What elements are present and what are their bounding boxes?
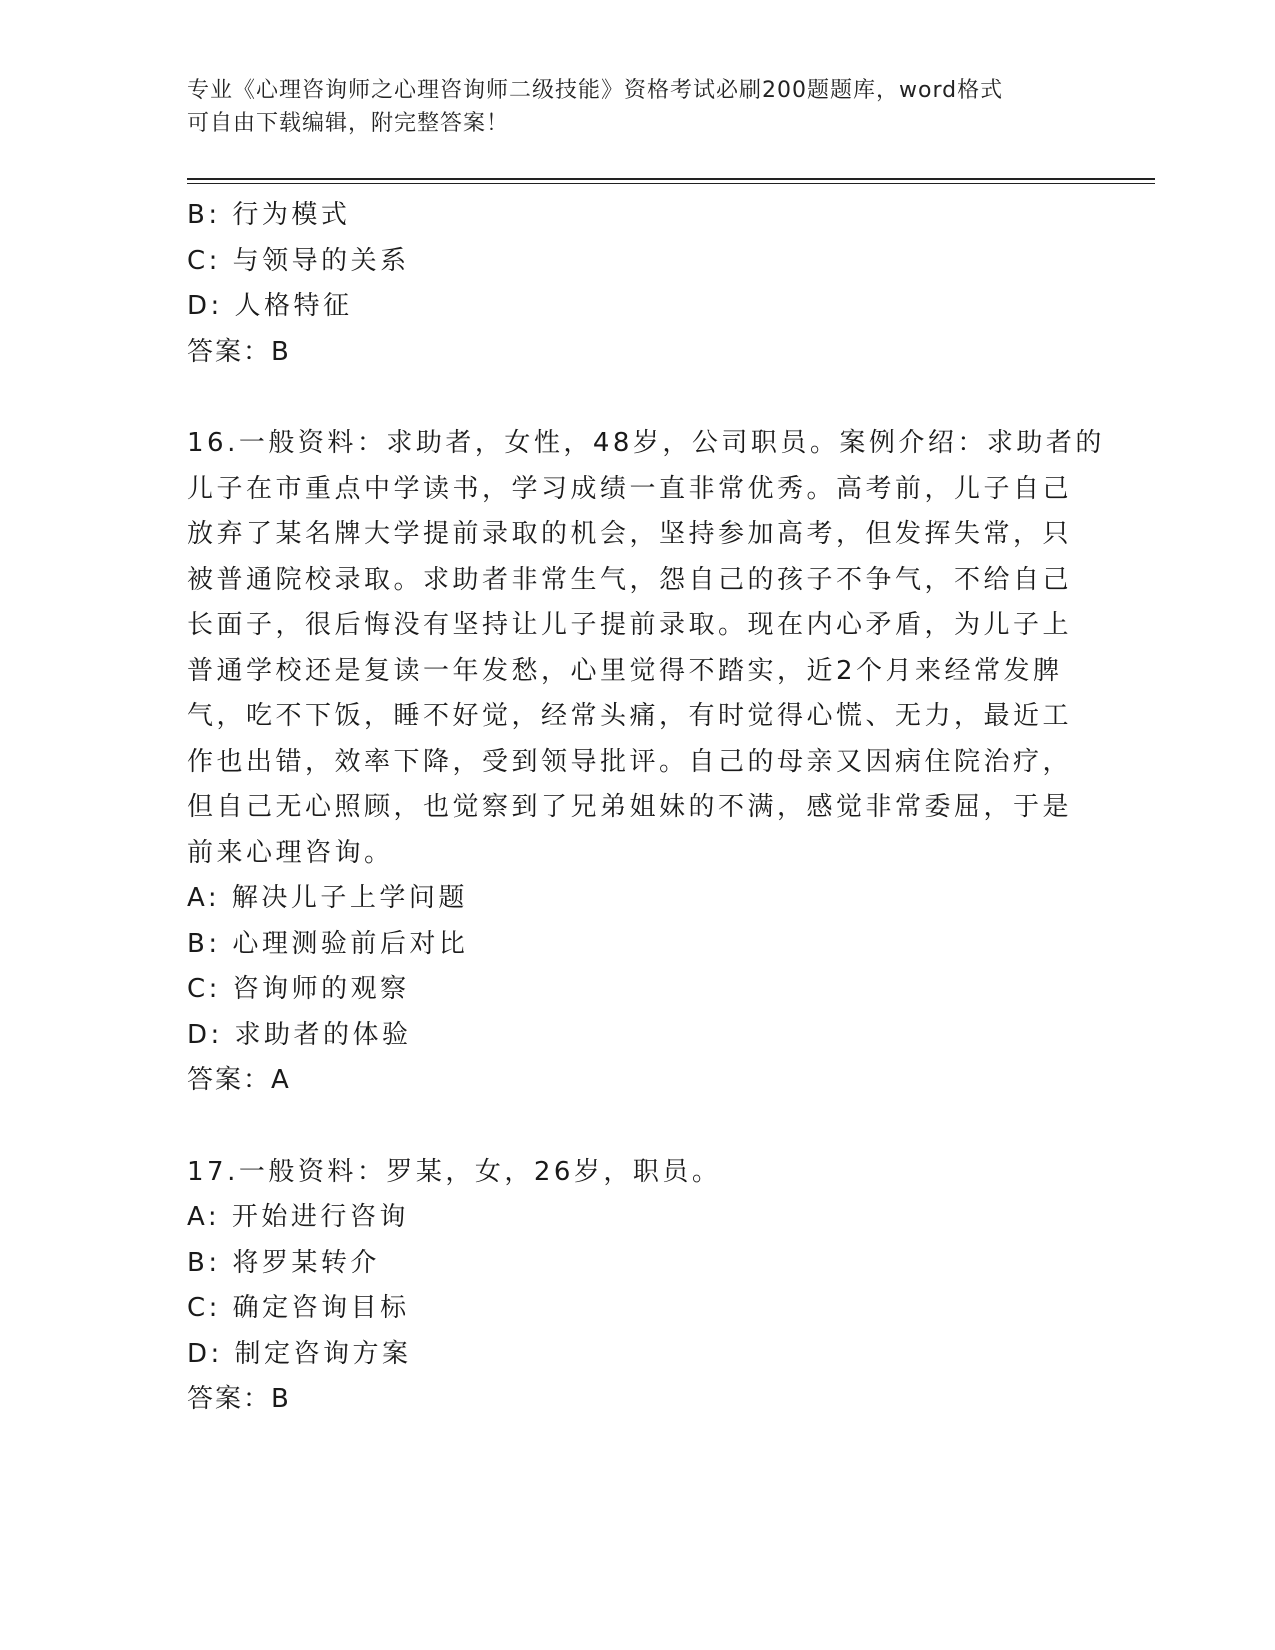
previous-question [187,193,1087,375]
answer: 答案：B [187,336,291,367]
document-body [187,193,1105,1423]
option-b: B: 将罗某转介 [187,1247,380,1278]
option-d: D: 制定咨询方案 [187,1338,412,1369]
header-line-2: 可自由下载编辑，附完整答案！ [187,111,510,136]
question-stem-line: 前来心理咨询。 [187,837,394,868]
answer: 答案：B [187,1384,291,1414]
question-stem-line: 普通学校还是复读一年发愁，心里觉得不踏实，近2个月来经常发脾 [187,655,1063,686]
question-stem-line: 16.一般资料：求助者，女性，48岁，公司职员。案例介绍：求助者的 [187,428,1105,458]
question-stem-line: 长面子，很后悔没有坚持让儿子提前录取。现在内心矛盾，为儿子上 [187,610,1073,640]
header-divider [187,178,1155,180]
question-stem-line: 放弃了某名牌大学提前录取的机会，坚持参加高考，但发挥失常，只 [187,519,1073,549]
option-c: C: 咨询师的观察 [187,974,410,1004]
option-c: C: 确定咨询目标 [187,1293,410,1323]
option-a: A: 解决儿子上学问题 [187,883,468,913]
question-stem-line: 但自己无心照顾，也觉察到了兄弟姐妹的不满，感觉非常委屈，于是 [187,792,1073,822]
question-stem-line: 17.一般资料：罗某，女，26岁，职员。 [187,1156,722,1187]
question-stem-line: 被普通院校录取。求助者非常生气，怨自己的孩子不争气，不给自己 [187,564,1073,595]
question-17 [187,1150,1087,1423]
option-d: D: 求助者的体验 [187,1019,412,1050]
header-divider-thin [187,183,1155,184]
answer: 答案：A [187,1065,291,1095]
question-stem-line: 作也出错，效率下降，受到领导批评。自己的母亲又因病住院治疗， [187,746,1073,777]
option-d: D: 人格特征 [187,291,353,321]
option-b: B: 心理测验前后对比 [187,928,469,959]
question-stem-line: 气，吃不下饭，睡不好觉，经常头痛，有时觉得心慌、无力，最近工 [187,701,1073,731]
option-b: B: 行为模式 [187,200,351,230]
question-16 [187,421,1105,1104]
option-c: C: 与领导的关系 [187,245,410,276]
option-a: A: 开始进行咨询 [187,1202,409,1232]
question-stem-line: 儿子在市重点中学读书，学习成绩一直非常优秀。高考前，儿子自己 [187,473,1073,504]
header-line-1: 专业《心理咨询师之心理咨询师二级技能》资格考试必刷200题题库，word格式 [187,78,1004,103]
document-header [187,74,1067,140]
